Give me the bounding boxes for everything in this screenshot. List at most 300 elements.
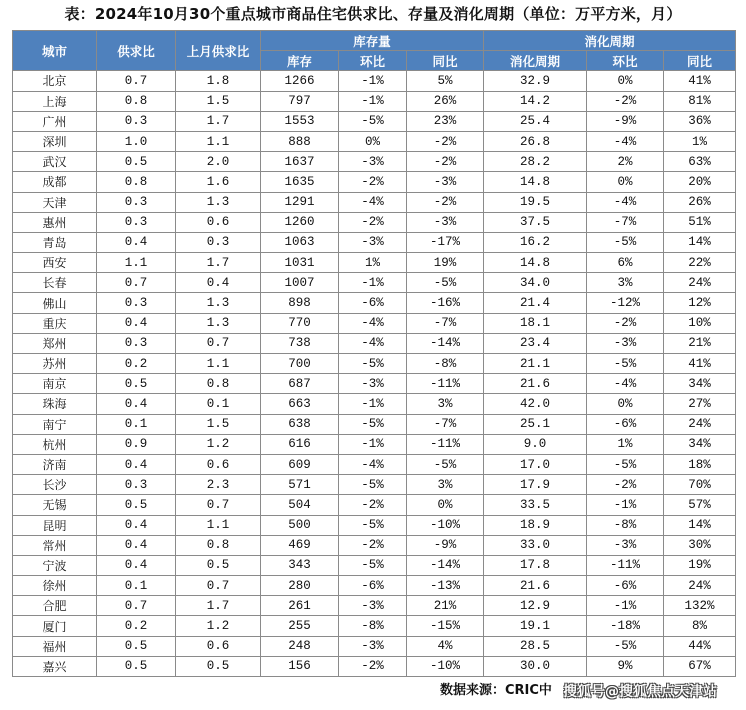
cell-cycle: 17.0 — [484, 454, 587, 474]
cell-cycle-yoy: 10% — [664, 313, 736, 333]
header-row-group — [13, 31, 736, 51]
cell-inventory-mom: -2% — [339, 656, 407, 676]
cell-cycle: 42.0 — [484, 394, 587, 414]
cell-city: 成都 — [13, 172, 97, 192]
cell-cycle-yoy: 22% — [664, 253, 736, 273]
cell-prev-supply-ratio: 0.4 — [176, 273, 261, 293]
cell-supply-ratio: 0.3 — [97, 111, 176, 131]
cell-supply-ratio: 0.2 — [97, 354, 176, 374]
cell-inventory: 1031 — [261, 253, 339, 273]
cell-inventory-yoy: -2% — [407, 131, 484, 151]
cell-prev-supply-ratio: 0.7 — [176, 576, 261, 596]
cell-cycle: 17.8 — [484, 555, 587, 575]
cell-supply-ratio: 0.7 — [97, 596, 176, 616]
cell-inventory-yoy: -11% — [407, 374, 484, 394]
cell-city: 广州 — [13, 111, 97, 131]
cell-inventory: 638 — [261, 414, 339, 434]
cell-cycle-yoy: 24% — [664, 414, 736, 434]
cell-inventory-mom: -1% — [339, 434, 407, 454]
cell-cycle-yoy: 21% — [664, 333, 736, 353]
cell-prev-supply-ratio: 0.6 — [176, 636, 261, 656]
cell-cycle-mom: -7% — [587, 212, 664, 232]
table-row — [13, 535, 736, 555]
cell-inventory-yoy: 3% — [407, 394, 484, 414]
cell-cycle-mom: 9% — [587, 656, 664, 676]
cell-inventory-mom: -8% — [339, 616, 407, 636]
cell-cycle-mom: -6% — [587, 414, 664, 434]
cell-inventory-mom: -4% — [339, 192, 407, 212]
cell-city: 武汉 — [13, 152, 97, 172]
cell-cycle: 25.4 — [484, 111, 587, 131]
cell-prev-supply-ratio: 0.8 — [176, 535, 261, 555]
cell-inventory: 898 — [261, 293, 339, 313]
cell-cycle-mom: -5% — [587, 232, 664, 252]
cell-inventory: 500 — [261, 515, 339, 535]
cell-inventory-mom: -4% — [339, 454, 407, 474]
cell-cycle-yoy: 57% — [664, 495, 736, 515]
table-row — [13, 414, 736, 434]
header-cycle-mom: 环比 — [587, 51, 664, 71]
cell-inventory-yoy: -14% — [407, 333, 484, 353]
cell-inventory: 504 — [261, 495, 339, 515]
cell-prev-supply-ratio: 0.7 — [176, 495, 261, 515]
cell-inventory: 1553 — [261, 111, 339, 131]
table-row — [13, 212, 736, 232]
table-row — [13, 374, 736, 394]
cell-inventory-mom: -5% — [339, 111, 407, 131]
cell-cycle: 33.5 — [484, 495, 587, 515]
cell-supply-ratio: 0.9 — [97, 434, 176, 454]
cell-inventory: 571 — [261, 475, 339, 495]
cell-inventory: 280 — [261, 576, 339, 596]
cell-cycle-mom: -1% — [587, 596, 664, 616]
cell-prev-supply-ratio: 1.3 — [176, 192, 261, 212]
cell-inventory-mom: -3% — [339, 374, 407, 394]
cell-cycle-yoy: 41% — [664, 71, 736, 91]
cell-inventory-yoy: -13% — [407, 576, 484, 596]
cell-supply-ratio: 0.1 — [97, 414, 176, 434]
cell-city: 北京 — [13, 71, 97, 91]
cell-city: 济南 — [13, 454, 97, 474]
table-row — [13, 313, 736, 333]
cell-inventory-yoy: 0% — [407, 495, 484, 515]
cell-prev-supply-ratio: 2.0 — [176, 152, 261, 172]
cell-inventory: 1635 — [261, 172, 339, 192]
cell-cycle: 33.0 — [484, 535, 587, 555]
table-row — [13, 636, 736, 656]
cell-inventory-yoy: -7% — [407, 313, 484, 333]
cell-cycle: 16.2 — [484, 232, 587, 252]
cell-cycle: 9.0 — [484, 434, 587, 454]
cell-cycle-mom: 6% — [587, 253, 664, 273]
cell-inventory-mom: -3% — [339, 232, 407, 252]
header-cycle-group: 消化周期 — [484, 31, 736, 51]
cell-inventory: 687 — [261, 374, 339, 394]
cell-inventory: 343 — [261, 555, 339, 575]
cell-inventory: 255 — [261, 616, 339, 636]
cell-prev-supply-ratio: 1.5 — [176, 414, 261, 434]
table-row — [13, 192, 736, 212]
cell-inventory-yoy: -10% — [407, 515, 484, 535]
table-row — [13, 71, 736, 91]
cell-cycle-mom: -2% — [587, 91, 664, 111]
cell-city: 杭州 — [13, 434, 97, 454]
cell-inventory: 261 — [261, 596, 339, 616]
cell-prev-supply-ratio: 1.1 — [176, 515, 261, 535]
cell-cycle-yoy: 34% — [664, 434, 736, 454]
header-inventory: 库存 — [261, 51, 339, 71]
cell-cycle-mom: -8% — [587, 515, 664, 535]
cell-inventory-mom: -5% — [339, 414, 407, 434]
cell-prev-supply-ratio: 1.5 — [176, 91, 261, 111]
cell-city: 惠州 — [13, 212, 97, 232]
cell-supply-ratio: 0.7 — [97, 273, 176, 293]
cell-inventory-yoy: -16% — [407, 293, 484, 313]
cell-supply-ratio: 0.8 — [97, 172, 176, 192]
cell-cycle-yoy: 34% — [664, 374, 736, 394]
cell-inventory-mom: -1% — [339, 273, 407, 293]
cell-cycle: 28.2 — [484, 152, 587, 172]
cell-city: 嘉兴 — [13, 656, 97, 676]
cell-cycle-mom: -3% — [587, 535, 664, 555]
cell-inventory: 1260 — [261, 212, 339, 232]
table-row — [13, 354, 736, 374]
cell-cycle: 30.0 — [484, 656, 587, 676]
cell-supply-ratio: 0.1 — [97, 576, 176, 596]
cell-city: 郑州 — [13, 333, 97, 353]
cell-cycle-mom: -2% — [587, 313, 664, 333]
cell-cycle-yoy: 18% — [664, 454, 736, 474]
header-inventory-group: 库存量 — [261, 31, 484, 51]
cell-prev-supply-ratio: 1.6 — [176, 172, 261, 192]
cell-cycle: 34.0 — [484, 273, 587, 293]
cell-prev-supply-ratio: 1.8 — [176, 71, 261, 91]
cell-inventory-yoy: 4% — [407, 636, 484, 656]
cell-prev-supply-ratio: 1.2 — [176, 616, 261, 636]
cell-supply-ratio: 0.3 — [97, 192, 176, 212]
cell-supply-ratio: 0.5 — [97, 495, 176, 515]
supply-inventory-table — [12, 30, 736, 677]
cell-supply-ratio: 0.4 — [97, 454, 176, 474]
cell-inventory: 248 — [261, 636, 339, 656]
cell-inventory: 738 — [261, 333, 339, 353]
cell-supply-ratio: 0.5 — [97, 374, 176, 394]
table-row — [13, 495, 736, 515]
cell-cycle: 21.4 — [484, 293, 587, 313]
cell-cycle: 21.6 — [484, 576, 587, 596]
cell-supply-ratio: 0.4 — [97, 515, 176, 535]
cell-cycle-yoy: 24% — [664, 273, 736, 293]
header-inventory-yoy: 同比 — [407, 51, 484, 71]
cell-cycle: 19.1 — [484, 616, 587, 636]
table-row — [13, 172, 736, 192]
cell-inventory-yoy: -11% — [407, 434, 484, 454]
cell-cycle-mom: 0% — [587, 172, 664, 192]
cell-supply-ratio: 0.4 — [97, 313, 176, 333]
cell-inventory-yoy: -2% — [407, 192, 484, 212]
cell-prev-supply-ratio: 1.1 — [176, 131, 261, 151]
cell-prev-supply-ratio: 0.7 — [176, 333, 261, 353]
cell-cycle-yoy: 70% — [664, 475, 736, 495]
cell-cycle-yoy: 41% — [664, 354, 736, 374]
cell-inventory-yoy: -5% — [407, 454, 484, 474]
cell-inventory-yoy: -2% — [407, 152, 484, 172]
cell-inventory-yoy: -14% — [407, 555, 484, 575]
cell-inventory-mom: -5% — [339, 555, 407, 575]
cell-prev-supply-ratio: 2.3 — [176, 475, 261, 495]
cell-city: 深圳 — [13, 131, 97, 151]
cell-inventory-mom: -4% — [339, 313, 407, 333]
cell-supply-ratio: 0.5 — [97, 636, 176, 656]
cell-inventory-mom: -1% — [339, 394, 407, 414]
cell-cycle: 32.9 — [484, 71, 587, 91]
cell-supply-ratio: 0.3 — [97, 212, 176, 232]
cell-cycle-yoy: 132% — [664, 596, 736, 616]
cell-supply-ratio: 0.4 — [97, 394, 176, 414]
cell-city: 厦门 — [13, 616, 97, 636]
cell-inventory: 469 — [261, 535, 339, 555]
table-row — [13, 293, 736, 313]
cell-inventory-mom: -1% — [339, 91, 407, 111]
table-row — [13, 273, 736, 293]
cell-cycle-mom: -11% — [587, 555, 664, 575]
cell-cycle: 14.2 — [484, 91, 587, 111]
cell-cycle: 25.1 — [484, 414, 587, 434]
cell-cycle-mom: -6% — [587, 576, 664, 596]
cell-cycle: 23.4 — [484, 333, 587, 353]
cell-cycle-yoy: 44% — [664, 636, 736, 656]
cell-city: 西安 — [13, 253, 97, 273]
cell-cycle-yoy: 20% — [664, 172, 736, 192]
cell-cycle-yoy: 51% — [664, 212, 736, 232]
header-inventory-mom: 环比 — [339, 51, 407, 71]
cell-inventory-yoy: -3% — [407, 172, 484, 192]
cell-inventory-mom: -2% — [339, 495, 407, 515]
cell-cycle-yoy: 67% — [664, 656, 736, 676]
cell-inventory-yoy: -15% — [407, 616, 484, 636]
cell-inventory-yoy: -17% — [407, 232, 484, 252]
cell-cycle-mom: 0% — [587, 394, 664, 414]
cell-supply-ratio: 0.3 — [97, 475, 176, 495]
cell-cycle: 28.5 — [484, 636, 587, 656]
table-row — [13, 656, 736, 676]
cell-prev-supply-ratio: 1.7 — [176, 253, 261, 273]
cell-inventory-yoy: 21% — [407, 596, 484, 616]
cell-prev-supply-ratio: 0.5 — [176, 656, 261, 676]
cell-city: 青岛 — [13, 232, 97, 252]
cell-city: 南京 — [13, 374, 97, 394]
cell-cycle-mom: -5% — [587, 354, 664, 374]
cell-city: 常州 — [13, 535, 97, 555]
cell-prev-supply-ratio: 0.6 — [176, 212, 261, 232]
cell-inventory-mom: -2% — [339, 172, 407, 192]
cell-city: 天津 — [13, 192, 97, 212]
cell-inventory: 663 — [261, 394, 339, 414]
cell-city: 珠海 — [13, 394, 97, 414]
cell-inventory-mom: -4% — [339, 333, 407, 353]
table-row — [13, 111, 736, 131]
cell-cycle: 17.9 — [484, 475, 587, 495]
cell-supply-ratio: 0.2 — [97, 616, 176, 636]
header-cycle-yoy: 同比 — [664, 51, 736, 71]
cell-cycle-mom: -9% — [587, 111, 664, 131]
cell-cycle-yoy: 36% — [664, 111, 736, 131]
cell-inventory-yoy: -3% — [407, 212, 484, 232]
cell-city: 无锡 — [13, 495, 97, 515]
header-prev-supply-ratio: 上月供求比 — [176, 31, 261, 71]
cell-inventory-mom: -6% — [339, 293, 407, 313]
cell-cycle: 14.8 — [484, 172, 587, 192]
table-row — [13, 131, 736, 151]
cell-cycle: 14.8 — [484, 253, 587, 273]
cell-inventory: 156 — [261, 656, 339, 676]
cell-inventory-mom: -5% — [339, 354, 407, 374]
cell-prev-supply-ratio: 1.3 — [176, 293, 261, 313]
cell-prev-supply-ratio: 0.1 — [176, 394, 261, 414]
cell-city: 福州 — [13, 636, 97, 656]
cell-cycle-yoy: 24% — [664, 576, 736, 596]
cell-cycle-mom: -4% — [587, 192, 664, 212]
table-title: 表：2024年10月30个重点城市商品住宅供求比、存量及消化周期（单位：万平方米，月） — [64, 5, 682, 23]
cell-cycle-mom: -1% — [587, 495, 664, 515]
cell-inventory-yoy: -5% — [407, 273, 484, 293]
cell-inventory-yoy: -8% — [407, 354, 484, 374]
cell-cycle-mom: 1% — [587, 434, 664, 454]
cell-cycle-yoy: 1% — [664, 131, 736, 151]
header-supply-ratio: 供求比 — [97, 31, 176, 71]
cell-inventory-mom: -5% — [339, 475, 407, 495]
cell-supply-ratio: 0.8 — [97, 91, 176, 111]
cell-inventory-mom: 0% — [339, 131, 407, 151]
cell-city: 佛山 — [13, 293, 97, 313]
cell-supply-ratio: 0.4 — [97, 232, 176, 252]
cell-inventory: 700 — [261, 354, 339, 374]
cell-supply-ratio: 0.3 — [97, 333, 176, 353]
cell-cycle: 18.1 — [484, 313, 587, 333]
cell-cycle: 21.6 — [484, 374, 587, 394]
table-row — [13, 91, 736, 111]
cell-city: 重庆 — [13, 313, 97, 333]
cell-cycle: 26.8 — [484, 131, 587, 151]
cell-prev-supply-ratio: 0.5 — [176, 555, 261, 575]
cell-inventory-yoy: 3% — [407, 475, 484, 495]
cell-city: 长沙 — [13, 475, 97, 495]
cell-inventory: 1007 — [261, 273, 339, 293]
cell-cycle-mom: -5% — [587, 454, 664, 474]
cell-cycle: 18.9 — [484, 515, 587, 535]
cell-cycle-yoy: 14% — [664, 232, 736, 252]
table-row — [13, 596, 736, 616]
table-row — [13, 454, 736, 474]
cell-inventory-mom: -1% — [339, 71, 407, 91]
cell-cycle-yoy: 14% — [664, 515, 736, 535]
cell-cycle-mom: -4% — [587, 374, 664, 394]
cell-cycle-yoy: 12% — [664, 293, 736, 313]
table-row — [13, 475, 736, 495]
table-row — [13, 394, 736, 414]
cell-cycle-mom: 3% — [587, 273, 664, 293]
cell-inventory: 616 — [261, 434, 339, 454]
cell-supply-ratio: 0.4 — [97, 555, 176, 575]
table-row — [13, 616, 736, 636]
cell-inventory-mom: -2% — [339, 212, 407, 232]
watermark: 搜狐号@搜狐焦点天津站 — [563, 684, 717, 700]
cell-prev-supply-ratio: 0.6 — [176, 454, 261, 474]
cell-inventory-mom: -5% — [339, 515, 407, 535]
table-row — [13, 152, 736, 172]
cell-inventory: 888 — [261, 131, 339, 151]
cell-city: 上海 — [13, 91, 97, 111]
cell-supply-ratio: 0.5 — [97, 152, 176, 172]
cell-inventory-yoy: 26% — [407, 91, 484, 111]
cell-prev-supply-ratio: 0.3 — [176, 232, 261, 252]
table-row — [13, 515, 736, 535]
cell-city: 宁波 — [13, 555, 97, 575]
table-row — [13, 555, 736, 575]
cell-supply-ratio: 0.7 — [97, 71, 176, 91]
cell-cycle-mom: -4% — [587, 131, 664, 151]
cell-inventory: 770 — [261, 313, 339, 333]
cell-cycle-mom: 0% — [587, 71, 664, 91]
cell-cycle-yoy: 30% — [664, 535, 736, 555]
cell-city: 南宁 — [13, 414, 97, 434]
table-body — [13, 71, 736, 677]
cell-prev-supply-ratio: 1.7 — [176, 111, 261, 131]
cell-prev-supply-ratio: 0.8 — [176, 374, 261, 394]
cell-prev-supply-ratio: 1.7 — [176, 596, 261, 616]
cell-cycle: 12.9 — [484, 596, 587, 616]
cell-cycle-mom: -12% — [587, 293, 664, 313]
cell-inventory: 1266 — [261, 71, 339, 91]
cell-prev-supply-ratio: 1.2 — [176, 434, 261, 454]
cell-supply-ratio: 1.1 — [97, 253, 176, 273]
cell-cycle-yoy: 8% — [664, 616, 736, 636]
cell-cycle-yoy: 19% — [664, 555, 736, 575]
cell-cycle-mom: -3% — [587, 333, 664, 353]
cell-city: 长春 — [13, 273, 97, 293]
cell-cycle: 21.1 — [484, 354, 587, 374]
table-row — [13, 576, 736, 596]
table-row — [13, 232, 736, 252]
cell-inventory-mom: -3% — [339, 152, 407, 172]
cell-cycle-yoy: 63% — [664, 152, 736, 172]
cell-supply-ratio: 0.5 — [97, 656, 176, 676]
header-city: 城市 — [13, 31, 97, 71]
table-row — [13, 253, 736, 273]
cell-city: 苏州 — [13, 354, 97, 374]
cell-inventory-mom: -6% — [339, 576, 407, 596]
cell-inventory-yoy: -9% — [407, 535, 484, 555]
cell-inventory-mom: -2% — [339, 535, 407, 555]
cell-inventory-mom: -3% — [339, 636, 407, 656]
cell-inventory: 797 — [261, 91, 339, 111]
cell-supply-ratio: 1.0 — [97, 131, 176, 151]
cell-inventory-yoy: 19% — [407, 253, 484, 273]
cell-cycle-yoy: 26% — [664, 192, 736, 212]
cell-cycle-mom: -5% — [587, 636, 664, 656]
cell-supply-ratio: 0.3 — [97, 293, 176, 313]
cell-inventory: 1063 — [261, 232, 339, 252]
cell-cycle-mom: 2% — [587, 152, 664, 172]
cell-inventory-yoy: -7% — [407, 414, 484, 434]
header-cycle: 消化周期 — [484, 51, 587, 71]
data-source-note: 数据来源：CRIC中 — [440, 683, 552, 698]
cell-cycle: 19.5 — [484, 192, 587, 212]
table-row — [13, 434, 736, 454]
cell-cycle-yoy: 81% — [664, 91, 736, 111]
cell-inventory-mom: 1% — [339, 253, 407, 273]
cell-city: 徐州 — [13, 576, 97, 596]
